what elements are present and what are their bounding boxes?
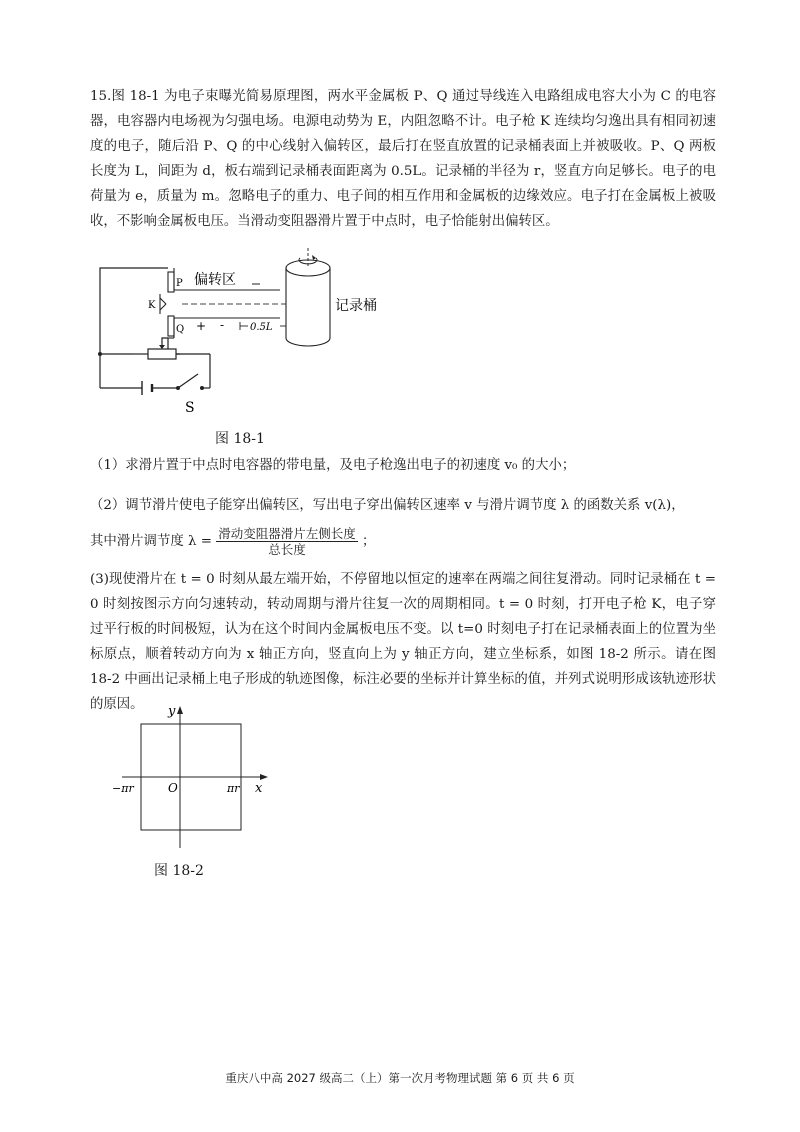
question-part-1: （1）求滑片置于中点时电容器的带电量，及电子枪逸出电子的初速度 v₀ 的大小； <box>90 458 576 473</box>
plate-p <box>168 272 174 292</box>
plate-q <box>168 316 174 336</box>
lambda-fraction <box>216 526 358 557</box>
axis-y-label: y <box>168 704 176 719</box>
y-axis-arrow-icon <box>177 706 183 714</box>
lambda-def-prefix: 其中滑片调节度 λ = <box>90 534 212 549</box>
question-part-2: （2）调节滑片使电子能穿出偏转区，写出电子穿出偏转区速率 v 与滑片调节度 λ 的函数关系 v(λ)， <box>90 498 685 513</box>
lambda-definition <box>90 526 375 558</box>
tick-right-label: πr <box>227 782 240 795</box>
label-q: Q <box>176 324 185 335</box>
tick-left-label: −πr <box>112 782 134 795</box>
label-p: P <box>176 278 183 289</box>
figure-18-1 <box>90 246 377 426</box>
recording-drum <box>286 260 330 346</box>
rheostat <box>148 349 176 359</box>
lambda-def-suffix: ； <box>362 534 376 549</box>
label-region: 偏转区 <box>194 272 236 288</box>
figure-18-2 <box>110 702 290 852</box>
lambda-fraction-denominator: 总长度 <box>268 542 306 557</box>
electron-gun-k <box>160 294 166 314</box>
x-axis-arrow-icon <box>260 774 268 780</box>
axis-x-label: x <box>255 781 263 796</box>
label-distance: 0.5L <box>250 322 273 333</box>
page-footer: 重庆八中高 2027 级高二（上）第一次月考物理试题 第 6 页 共 6 页 <box>225 1071 575 1085</box>
label-k: K <box>148 300 156 311</box>
question-part-3: (3)现使滑片在 t = 0 时刻从最左端开始，不停留地以恒定的速率在两端之间往复滑动。同时记录桶在 t = 0 时刻按图示方向匀速转动，转动周期与滑片往复一次的周期相同。t = 0 时刻，打开电子枪 K，电子穿过平行板的时间极短，认为在这个时间内金属板电压不变。以 t=0 时刻电子打在记录桶表面上的位置为坐标原点，顺着转动方向为 x 轴正方向，竖直向上为 y 轴正方向，建立坐标系，如图 18-2 所示。请在图 18-2 中画出记录桶上电子形成的轨迹图像，标注必要的坐标并计算坐标的值，并列式说明形成该轨迹形状的原因。 <box>90 572 716 712</box>
lambda-fraction-numerator: 滑动变阻器滑片左侧长度 <box>218 526 356 541</box>
figure-18-1-caption: 图 18-1 <box>215 431 265 447</box>
origin-label: O <box>168 781 178 795</box>
label-drum: 记录桶 <box>335 298 377 314</box>
label-minus: - <box>220 318 225 332</box>
switch-label: S <box>185 400 195 416</box>
label-plus: + <box>196 319 207 333</box>
figure-18-2-caption: 图 18-2 <box>154 863 204 879</box>
question-intro: 15.图 18-1 为电子束曝光简易原理图，两水平金属板 P、Q 通过导线连入电路组成电容大小为 C 的电容器，电容器内电场视为匀强电场。电源电动势为 E，内阻忽略不计。电子枪 K 连续均匀逸出具有相同初速度的电子，随后沿 P、Q 的中心线射入偏转区，最后打在竖直放置的记录桶表面上并被吸收。P、Q 两板长度为 L，间距为 d，板右端到记录桶表面距离为 0.5L。记录桶的半径为 r，竖直方向足够长。电子的电荷量为 e，质量为 m。忽略电子的重力、电子间的相互作用和金属板的边缘效应。电子打在金属板上被吸收，不影响金属板电压。当滑动变阻器滑片置于中点时，电子恰能射出偏转区。 <box>90 89 716 229</box>
